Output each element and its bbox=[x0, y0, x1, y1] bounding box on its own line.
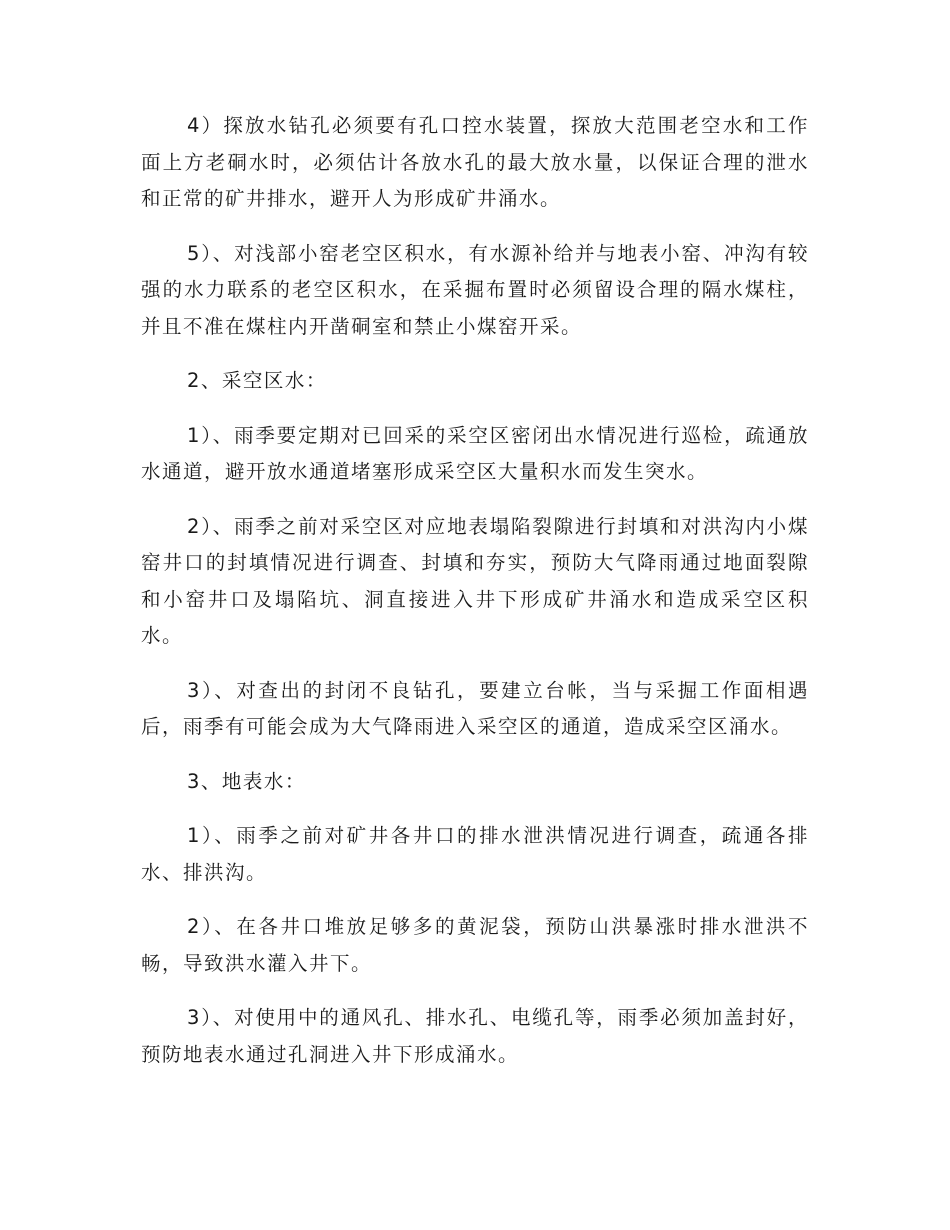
paragraph-goaf-3: 3）、对查出的封闭不良钻孔，要建立台帐，当与采掘工作面相遇后，雨季有可能会成为大气降雨进入采空区的通道，造成采空区涌水。 bbox=[141, 678, 809, 738]
section-heading-surface-water: 3、地表水： bbox=[187, 769, 306, 793]
paragraph-surface-1: 1）、雨季之前对矿井各井口的排水泄洪情况进行调查，疏通各排水、排洪沟。 bbox=[141, 824, 809, 884]
section-heading-goaf-water: 2、采空区水： bbox=[187, 369, 327, 392]
paragraph-4-drilling: 4）探放水钻孔必须要有孔口控水装置，探放大范围老空水和工作面上方老硐水时，必须估计各放水孔的最大放水量，以保证合理的泄水和正常的矿井排水，避开人为形成矿井涌水。 bbox=[141, 114, 809, 210]
paragraph-goaf-1: 1）、雨季要定期对已回采的采空区密闭出水情况进行巡检，疏通放水通道，避开放水通道堵塞形成采空区大量积水而发生突水。 bbox=[141, 423, 809, 483]
paragraph-goaf-2: 2）、雨季之前对采空区对应地表塌陷裂隙进行封填和对洪沟内小煤窑井口的封填情况进行调查、封填和夯实，预防大气降雨通过地面裂隙和小窑井口及塌陷坑、洞直接进入井下形成矿井涌水和造成采空区积水。 bbox=[141, 514, 809, 647]
paragraph-surface-2: 2）、在各井口堆放足够多的黄泥袋，预防山洪暴涨时排水泄洪不畅，导致洪水灌入井下。 bbox=[141, 915, 809, 975]
paragraph-surface-3: 3）、对使用中的通风孔、排水孔、电缆孔等，雨季必须加盖封好，预防地表水通过孔洞进入井下形成涌水。 bbox=[141, 1006, 809, 1066]
paragraph-5-shallow-goaf: 5）、对浅部小窑老空区积水，有水源补给并与地表小窑、冲沟有较强的水力联系的老空区积水，在采掘布置时必须留设合理的隔水煤柱，并且不准在煤柱内开凿硐室和禁止小煤窑开采。 bbox=[141, 241, 809, 338]
document-body bbox=[141, 108, 809, 1091]
